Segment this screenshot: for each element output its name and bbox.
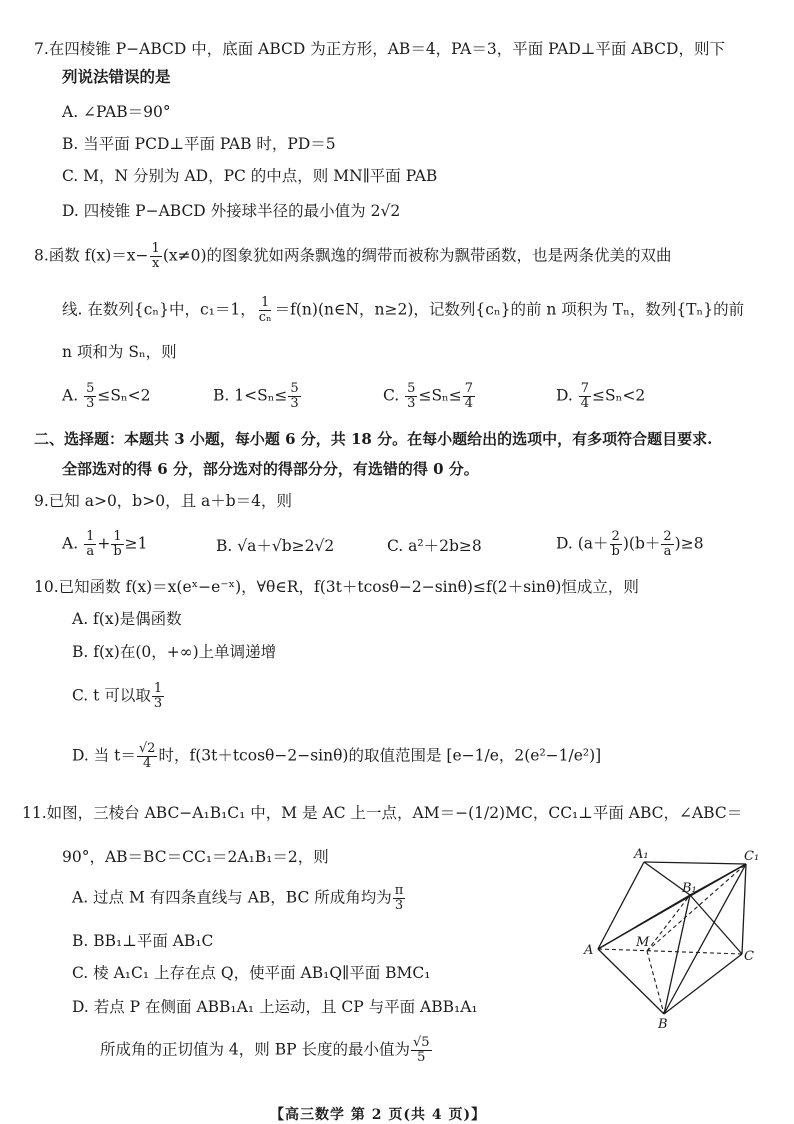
section2-heading-line2: 全部选对的得 6 分，部分选对的得部分分，有选错的得 0 分。 [62,460,479,478]
label-b1: B₁ [682,881,697,896]
option-text: A. 过点 M 有四条直线与 AB，BC 所成角均为 [72,888,392,907]
fraction-denominator: 4 [143,756,152,771]
q7-stem-line2: 列说法错误的是 [62,67,171,86]
option-letter: A. [62,386,79,405]
fraction-denominator: 3 [290,396,299,411]
q7-option-a: A. ∠PAB＝90° [62,103,171,121]
fraction-numerator: π [394,883,404,898]
section2-heading: 二、选择题：本题共 3 小题，每小题 6 分，共 18 分。在每小题给出的选项中，有多项符合题目要求. [34,430,713,448]
option-letter: A. [62,534,79,553]
label-b: B [658,1017,668,1032]
hidden-edge-m-b [647,951,664,1014]
fraction-denominator: cₙ [258,310,272,325]
fraction-denominator: 4 [464,396,474,411]
fraction-numerator: 7 [464,381,474,396]
q7-option-d: D. 四棱锥 P−ABCD 外接球半径的最小值为 2√2 [62,202,401,220]
fraction [411,1036,432,1065]
q10-option-c [72,682,165,711]
q11-option-c: C. 棱 A₁C₁ 上存在点 Q，使平面 AB₁Q∥平面 BMC₁ [72,964,431,982]
q9-option-d [556,530,704,559]
option-text: B. 1<Sₙ≤ [213,386,288,405]
option-letter: D. [556,386,573,405]
q8-option-d [556,382,645,411]
label-m: M [636,935,650,950]
fraction [152,682,164,711]
q10-option-d [72,742,601,771]
q11-option-d-line2 [100,1036,433,1065]
q8-stem-1-pre: 8.函数 f(x)＝x− [34,246,149,265]
label-a: A [584,943,594,958]
q11-option-b: B. BB₁⊥平面 AB₁C [72,932,214,950]
q8-stem-line2 [62,296,744,325]
q10-option-a: A. f(x)是偶函数 [72,610,182,628]
q9-option-c: C. a²＋2b≥8 [387,537,482,555]
hidden-edge-a-c [598,949,742,954]
q11-stem-line2: 90°，AB＝BC＝CC₁＝2A₁B₁＝2，则 [62,848,329,866]
fraction [393,884,406,913]
fraction-numerator: 5 [86,381,95,396]
option-text: )≥8 [674,534,704,553]
q8-stem-line1 [34,242,672,271]
q8-fraction-1-over-cn [257,296,274,325]
q8-option-c [383,382,476,411]
q8-stem-line3: n 项和为 Sₙ，则 [62,343,177,361]
fraction-1-over-b [111,530,123,559]
fraction-numerator: 1 [113,529,122,544]
q8-option-a [62,382,151,411]
frustum-figure [578,842,774,1032]
fraction-numerator: 1 [153,681,163,696]
fraction-denominator: a [663,544,672,559]
fraction-denominator: a [86,544,95,559]
option-text: C. t 可以取 [72,686,151,705]
edge-b1-c [690,895,742,954]
fraction-2-over-b [610,530,622,559]
option-text: D. 当 t＝ [72,746,136,765]
fraction-denominator: 3 [153,696,163,711]
edge-a-b [598,949,664,1014]
fraction-numerator: 1 [151,241,160,256]
fraction-denominator: b [611,544,620,559]
q9-stem: 9.已知 a>0，b>0，且 a＋b＝4，则 [34,492,293,510]
q11-stem-line1: 11.如图，三棱台 ABC−A₁B₁C₁ 中，M 是 AC 上一点，AM＝−(1/2)MC，CC₁⊥平面 ABC，∠ABC＝ [22,804,743,822]
option-text: ≤Sₙ<2 [592,386,646,405]
fraction [463,382,475,411]
q7-stem-line1: 7.在四棱锥 P−ABCD 中，底面 ABCD 为正方形，AB＝4，PA＝3，平面 PAD⊥平面 ABCD，则下 [34,40,725,58]
q7-option-b: B. 当平面 PCD⊥平面 PAB 时，PD＝5 [62,135,336,153]
q9-option-b: B. √a＋√b≥2√2 [216,537,335,555]
fraction-1-over-a [84,530,96,559]
q11-option-d-line1: D. 若点 P 在侧面 ABB₁A₁ 上运动，且 CP 与平面 ABB₁A₁ [72,998,478,1016]
edge-c1-c [742,864,746,954]
fraction [288,382,300,411]
q8-option-b [213,382,302,411]
q10-stem: 10.已知函数 f(x)＝x(eˣ−e⁻ˣ)，∀θ∈R，f(3t＋tcosθ−2−sinθ)≤f(2＋sinθ)恒成立，则 [34,578,639,596]
fraction-numerator: 1 [86,529,95,544]
fraction-numerator: 5 [290,381,299,396]
option-text: 所成角的正切值为 4，则 BP 长度的最小值为 [100,1040,410,1059]
fraction [405,382,417,411]
option-text: ≤Sₙ<2 [97,386,151,405]
fraction-denominator: 3 [407,396,416,411]
fraction [579,382,591,411]
fraction-numerator: 2 [611,529,620,544]
fraction-denominator: 4 [580,396,590,411]
fraction-numerator: 1 [261,295,270,310]
fraction-numerator: 7 [580,381,590,396]
q11-option-a [72,884,406,913]
q10-option-b: B. f(x)在(0，+∞)上单调递增 [72,643,277,661]
fraction-denominator: 3 [86,396,95,411]
fraction-denominator: x [152,256,160,271]
fraction-2-over-a [661,530,673,559]
fraction-denominator: 5 [417,1050,426,1065]
hidden-edge-m-c1 [647,864,746,951]
option-text: ≤Sₙ≤ [418,386,462,405]
fraction-numerator: 2 [663,529,672,544]
q8-stem-1-post: (x≠0)的图象犹如两条飘逸的绸带而被称为飘带函数，也是两条优美的双曲 [162,246,672,265]
edge-b-b1 [664,895,690,1014]
fraction-denominator: b [113,544,122,559]
option-letter: C. [383,386,400,405]
fraction [137,742,158,771]
fraction-numerator: √5 [412,1035,430,1050]
fraction-numerator: √2 [138,741,156,756]
label-a1: A₁ [634,847,649,862]
fraction-numerator: 5 [407,381,416,396]
option-text: ≥1 [124,534,148,553]
page-footer: 【高三数学 第 2 页(共 4 页)】 [270,1107,487,1123]
range-expression: [e−1/e，2(e²−1/e²)] [446,746,602,765]
edge-a1-c1 [644,862,746,864]
label-c1: C₁ [744,849,760,864]
q8-fraction-1-over-x [150,242,162,271]
q7-option-c: C. M，N 分别为 AD，PC 的中点，则 MN∥平面 PAB [62,167,438,185]
fraction [84,382,96,411]
option-text: 时，f(3t＋tcosθ−2−sinθ)的取值范围是 [158,746,442,765]
q9-option-a: A. $\frac{1}{a}$ + $\frac{1}{b}$ ≥1 [62,529,148,559]
option-text: D. (a＋ [556,534,609,553]
q8-stem-2-pre: 线. 在数列{cₙ}中，c₁＝1， [62,300,256,319]
label-c: C [744,949,754,964]
fraction-denominator: 3 [394,898,404,913]
option-text: )(b＋ [622,534,661,553]
q8-stem-2-post: ＝f(n)(n∈N，n≥2)，记数列{cₙ}的前 n 项积为 Tₙ，数列{Tₙ}的前 [274,300,745,319]
